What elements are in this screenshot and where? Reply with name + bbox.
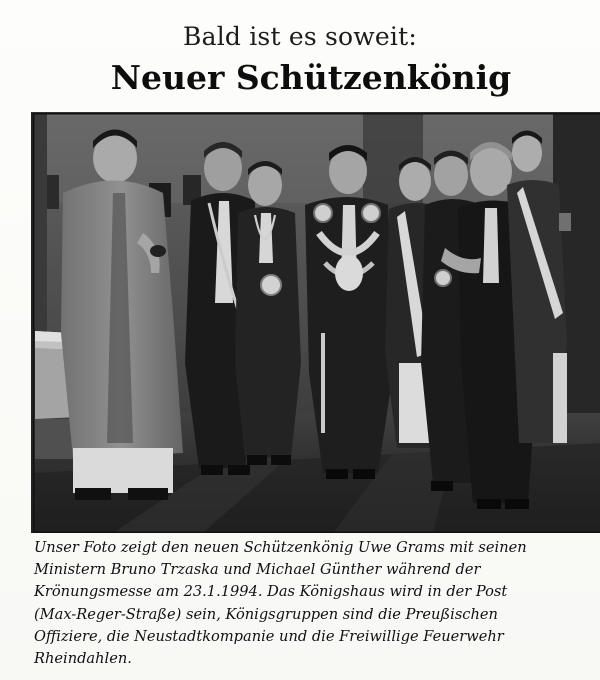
photo-caption <box>34 537 600 670</box>
article-kicker: Bald ist es soweit: <box>183 22 417 51</box>
caption-line: Krönungsmesse am 23.1.1994. Das Königshaus wird in der Post <box>34 583 508 601</box>
caption-line: Ministern Bruno Trzaska und Michael Günther während der <box>34 561 481 579</box>
caption-line: (Max-Reger-Straße) sein, Königsgruppen sind die Preußischen <box>34 605 498 623</box>
article-headline: Neuer Schützenkönig <box>110 58 512 97</box>
caption-line: Offiziere, die Neustadtkompanie und die Freiwillige Feuerwehr <box>34 627 504 645</box>
caption-line: Rheindahlen. <box>34 650 132 668</box>
caption-line: Unser Foto zeigt den neuen Schützenkönig Uwe Grams mit seinen <box>34 539 527 556</box>
black-white-photo <box>31 112 600 533</box>
photo-illustration <box>33 113 600 533</box>
